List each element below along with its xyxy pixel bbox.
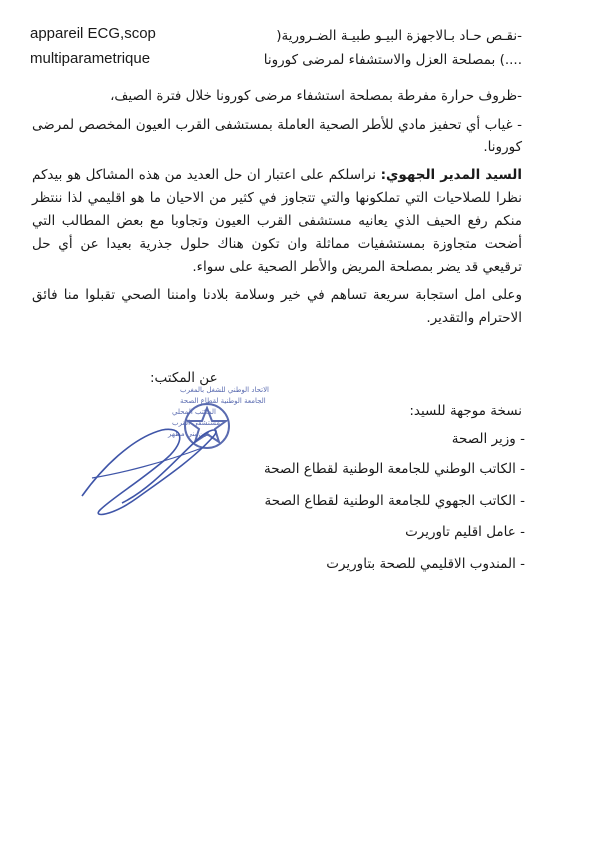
recipient-item: - وزير الصحة: [451, 431, 525, 447]
bullet-heat: -ظروف حرارة مفرطة بمصلحة استشفاء مرضى كورونا خلال فترة الصيف،: [110, 88, 522, 104]
equipment-shortage-text: -نقـص حـاد بـالاجهزة البيـو طبيـة الضـرورية(: [276, 28, 522, 44]
director-body: نراسلكم على اعتبار ان حل العديد من هذه المشاكل هو بيدكم نظرا للصلاحيات التي تملكونها والتي تتجاوز في كثير من الاحيان ما هو اقليمي لذا ننتظر منكم رفع الحيف الذي يعانيه مستشفى القرب العيون وتجاوبا مع بعض المطالب التي أضحت متجاوزة بمستشفيات مماثلة وان تكون هناك حلول جذرية بعيدا عن أي حل ترقيعي قد يضر بمصلحة المريض والأطر الصحية على سواء.: [32, 167, 522, 275]
recipient-item: - الكاتب الجهوي للجامعة الوطنية لقطاع الصحة: [264, 493, 525, 509]
equipment-line-2: ....) بمصلحة العزل والاستشفاء لمرضى كورونا: [263, 52, 522, 68]
union-stamp: [62, 378, 270, 528]
stamp-line-2: الجامعة الوطنية لقطاع الصحة: [180, 397, 266, 405]
stamp-line-5: عين بني مطهر: [168, 430, 211, 438]
signature-label: عن المكتب:: [150, 370, 218, 386]
closing-paragraph: وعلى امل استجابة سريعة تساهم في خير وسلامة بلادنا وامننا الصحي تقبلوا منا فائق الاحترام والتقدير.: [32, 287, 522, 326]
recipient-item: - المندوب الاقليمي للصحة بتاوريرت: [326, 556, 525, 572]
stamp-line-3: المكتب المحلي: [172, 408, 216, 416]
recipient-item: - الكاتب الوطني للجامعة الوطنية لقطاع الصحة: [263, 461, 525, 477]
bullet-incentive: - غياب أي تحفيز مادي للأطر الصحية العاملة بمستشفى القرب العيون المخصص لمرضى كورونا.: [32, 117, 522, 155]
equipment-latin-1: appareil ECG,scop: [30, 25, 156, 42]
stamp-line-1: الاتحاد الوطني للشغل بالمغرب: [180, 386, 270, 394]
copies-heading: نسخة موجهة للسيد:: [409, 403, 522, 419]
director-paragraph: [32, 164, 522, 279]
salutation: السيد المدير الجهوي:: [380, 167, 522, 183]
stamp-line-4: مستشفى القرب: [172, 419, 221, 427]
recipient-item: - عامل اقليم تاوريرت: [405, 524, 525, 540]
equipment-latin-2: multiparametrique: [30, 50, 151, 67]
